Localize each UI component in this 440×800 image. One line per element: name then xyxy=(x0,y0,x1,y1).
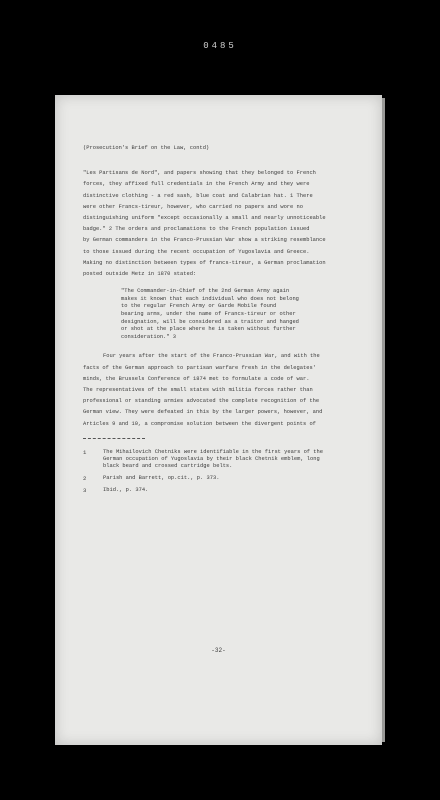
quote-line: or shot at the place where he is taken without further xyxy=(121,326,296,333)
footnote-3 xyxy=(83,487,365,494)
footnote-line: German occupation of Yugoslavia by their black Chetnik emblem, long xyxy=(103,455,320,462)
page-content xyxy=(83,143,365,499)
text-line: badge." 2 The orders and proclamations to the French population issued xyxy=(83,226,310,233)
document-page xyxy=(55,95,382,745)
text-line: Four years after the start of the Franco-Prussian War, and with the xyxy=(103,353,320,360)
text-line: to those issued during the recent occupation of Yugoslavia and Greece. xyxy=(83,248,310,255)
quote-line: makes it known that each individual who does not belong xyxy=(121,295,299,302)
text-line: facts of the German approach to partisan warfare fresh in the delegates' xyxy=(83,364,316,371)
footnote-line: Ibid., p. 374. xyxy=(103,486,149,493)
text-line: posted outside Metz in 1870 stated: xyxy=(83,271,197,278)
footnote-number: 1 xyxy=(83,448,87,456)
quote-line: designation, will be considered as a traitor and hanged xyxy=(121,318,299,325)
paragraph-2 xyxy=(83,351,365,429)
text-line: were other Francs-tireur, however, who carried no papers and wore no xyxy=(83,203,303,210)
quote-line: to the regular French Army or Garde Mobile found xyxy=(121,303,277,310)
footnote-1 xyxy=(83,449,365,470)
quote-line: consideration." 3 xyxy=(121,333,176,340)
quote-line: bearing arms, under the name of Francs-tireur or other xyxy=(121,311,296,318)
page-heading: (Prosecution's Brief on the Law, contd) xyxy=(83,145,210,151)
footnote-line: Parish and Barrett, op.cit., p. 373. xyxy=(103,474,220,481)
paragraph-1 xyxy=(83,168,365,280)
text-line: The representatives of the small states with militia forces rather than xyxy=(83,387,313,393)
footnote-2 xyxy=(83,475,365,482)
footnote-line: The Mihailovich Chetniks were identifiable in the first years of the xyxy=(103,448,323,455)
text-line: professional or standing armies advocated the complete recognition of the xyxy=(83,398,320,405)
footnote-text xyxy=(103,449,323,470)
page-edge-shadow xyxy=(382,98,385,742)
text-line: German view. They were defeated in this by the larger powers, however, and xyxy=(83,409,323,416)
text-line: forces, they affixed full credentials in the French Army and they were xyxy=(83,181,310,188)
page-number: -32- xyxy=(211,647,226,654)
footnote-text xyxy=(103,475,219,482)
text-line: Articles 9 and 10, a compromise solution between the divergent points of xyxy=(83,420,316,427)
footnote-number: 2 xyxy=(83,474,87,482)
text-line: "Les Partisans de Nord", and papers showing that they belonged to French xyxy=(83,170,316,177)
footnote-text xyxy=(103,487,148,494)
footnote-divider xyxy=(83,438,145,439)
frame-number: 0485 xyxy=(203,41,237,51)
block-quote xyxy=(121,288,365,341)
text-line: Making no distinction between types of francs-tireur, a German proclamation xyxy=(83,259,326,266)
text-line: by German commanders in the Franco-Prussian War show a striking resemblance xyxy=(83,237,326,244)
text-line: distinguishing uniform "except occasionally a small and nearly unnoticeable xyxy=(83,215,326,222)
footnote-number: 3 xyxy=(83,486,87,494)
footnote-line: black beard and crossed cartridge belts. xyxy=(103,462,233,469)
text-line: minds, the Brussels Conference of 1874 met to formulate a code of war. xyxy=(83,375,310,382)
text-line: distinctive clothing - a red sash, blue coat and Calabrian hat. 1 There xyxy=(83,192,313,199)
quote-line: "The Commander-in-Chief of the 2nd German Army again xyxy=(121,288,290,295)
